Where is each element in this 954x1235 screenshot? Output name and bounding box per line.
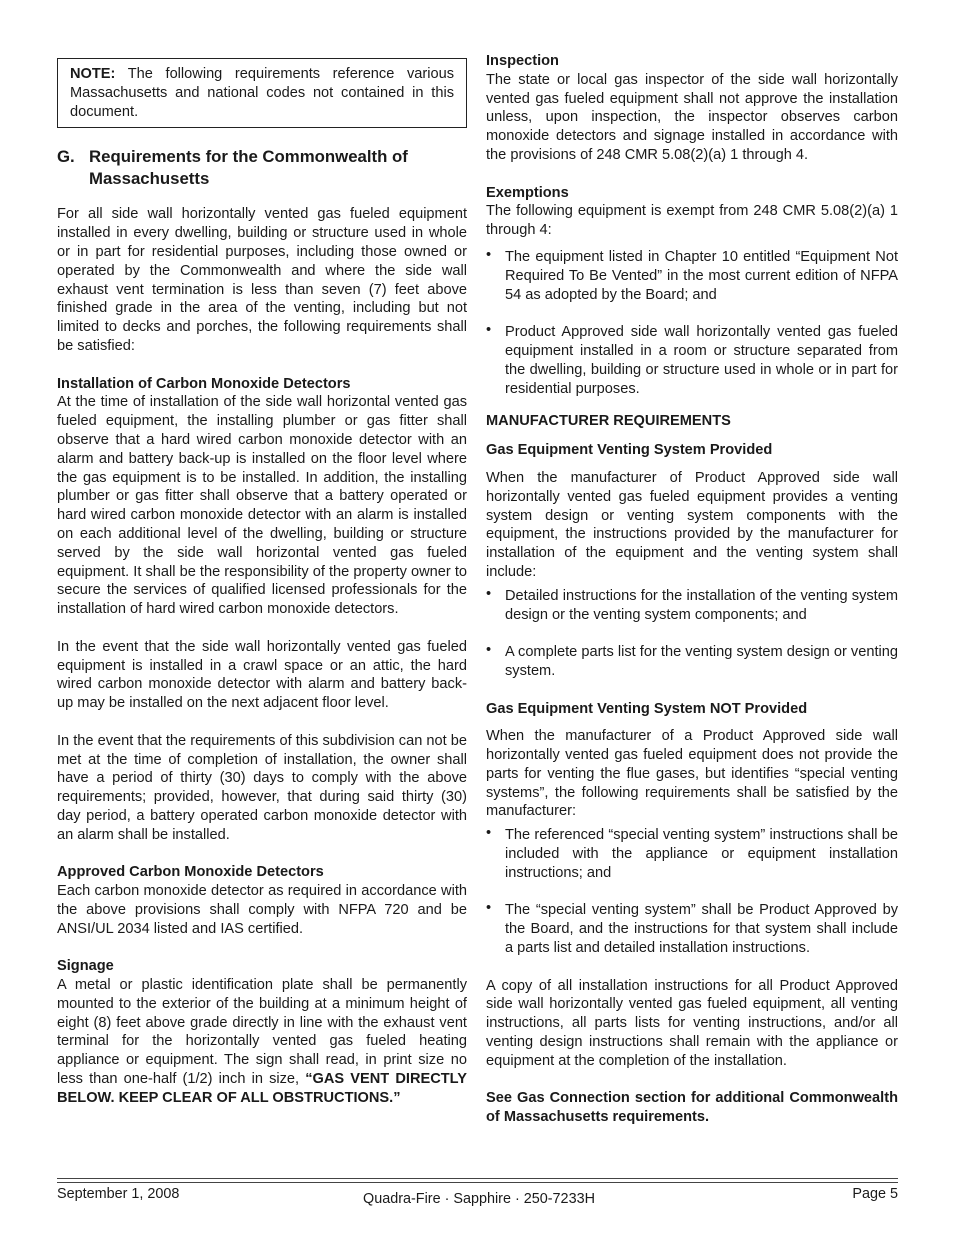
bullet-icon: • [486,246,492,263]
section-title: Requirements for the Commonwealth of Massachusetts [89,147,408,189]
exemptions-paragraph: The following equipment is exempt from 248 CMR 5.08(2)(a) 1 through 4: [486,203,898,239]
list-item: • The “special venting system” shall be Product Approved by the Board, and the instructions for that system shall include a parts list and detailed installation instructions. [486,900,898,957]
bullet-icon: • [486,642,492,659]
bullet-icon: • [486,900,492,917]
list-item: • The equipment listed in Chapter 10 entitled “Equipment Not Required To Be Vented” in the most current edition of NFPA 54 as adopted by the Board; and [486,246,898,303]
right-column [486,52,898,1127]
signage-paragraph [57,976,467,1108]
approved-heading: Approved Carbon Monoxide Detectors [57,864,324,881]
section-heading [57,146,467,190]
exemptions-heading: Exemptions [486,184,569,201]
bullet-icon: • [486,322,492,339]
venting-not-provided-paragraph: When the manufacturer of a Product Approved side wall horizontally vented gas fueled equipment does not provide the parts for venting the flue gases, but identifies “special venting systems”, the following requirements shall be satisfied by the manufacturer: [486,728,898,820]
co-install-paragraph-1: At the time of installation of the side wall horizontal vented gas fueled equipment, the installing plumber or gas fitter shall observe that a hard wired carbon monoxide detector with an alarm and battery back-up is installed on the floor level where the gas equipment is to be installed. In addition, the installing plumber or gas fitter shall observe that a battery operated or hard wired carbon monoxide detector with an alarm is installed on each additional level of the dwelling, building or structure served by the side wall horizontal vented gas fueled equipment. It shall be the responsibility of the property owner to secure the services of qualified licensed professionals for the installation of hard wired carbon monoxide detectors. [57,394,467,618]
venting-provided-heading: Gas Equipment Venting System Provided [486,442,773,459]
copy-paragraph: A copy of all installation instructions for all Product Approved side wall horizontally vented gas fueled equipment, all venting instructions, all parts lists for venting instructions, and/or all venting design instructions shall remain with the appliance or equipment at the completion of the installation. [486,977,898,1069]
section-letter: G. [57,147,75,167]
note-paragraph [70,65,454,121]
signage-heading: Signage [57,958,114,975]
footer-page-number: Page 5 [852,1186,898,1202]
see-gas-connection-note: See Gas Connection section for additional Commonwealth of Massachusetts requirements. [486,1090,898,1126]
exemptions-list [486,248,898,398]
footer-divider [57,1182,898,1183]
signage-sign-text: “GAS VENT DIRECTLY BELOW. KEEP CLEAR OF ALL OBSTRUCTIONS.” [57,1071,467,1106]
co-install-heading: Installation of Carbon Monoxide Detectors [57,375,351,392]
list-item: • Detailed instructions for the installation of the venting system design or the venting system components; and [486,585,898,623]
co-install-paragraph-3: In the event that the requirements of this subdivision can not be met at the time of completion of installation, the owner shall have a period of thirty (30) days to comply with the above requirements; provided, however, that during said thirty (30) day period, a battery operated carbon monoxide detector with an alarm shall be installed. [57,732,467,843]
approved-paragraph: Each carbon monoxide detector as required in accordance with the above provisions shall comply with NFPA 720 and be ANSI/UL 2034 listed and IAS certified. [57,883,467,937]
note-text: The following requirements reference various Massachusetts and national codes not contained in this document. [70,66,454,120]
venting-not-provided-heading: Gas Equipment Venting System NOT Provided [486,700,808,717]
list-item: • A complete parts list for the venting system design or venting system. [486,642,898,679]
venting-not-provided-list [486,826,898,958]
footer-date: September 1, 2008 [57,1186,180,1202]
intro-paragraph: For all side wall horizontally vented gas fueled equipment installed in every dwelling, building or structure used in whole or in part for residential purposes, including those owned or operated by the Commonwealth and where the side wall exhaust vent termination is less than seven (7) feet above finished grade in the area of the venting, including but not limited to decks and porches, the following requirements shall be satisfied: [57,206,467,354]
footer-document-id: Quadra-Fire · Sapphire · 250-7233H [363,1191,595,1207]
co-install-paragraph-2: In the event that the side wall horizontally vented gas fueled equipment is installed in a crawl space or an attic, the hard wired carbon monoxide detector with alarm and battery back-up may be installed on the next adjacent floor level. [57,638,467,712]
note-label: NOTE: [70,66,116,82]
manufacturer-requirements-heading: MANUFACTURER REQUIREMENTS [486,413,731,430]
list-item: • Product Approved side wall horizontally vented gas fueled equipment installed in a room or structure separated from the dwelling, building or structure used in whole or in part for residential purposes. [486,322,898,397]
left-column [57,52,467,1108]
bullet-icon: • [486,585,492,602]
inspection-paragraph: The state or local gas inspector of the side wall horizontally vented gas fueled equipment shall not approve the installation unless, upon inspection, the inspector observes carbon monoxide detectors and signage installed in accordance with the provisions of 248 CMR 5.08(2)(a) 1 through 4. [486,71,898,163]
venting-provided-paragraph: When the manufacturer of Product Approved side wall horizontally vented gas fueled equipment provides a venting system design or venting system components with the equipment, the instructions provided by the manufacturer for installation of the equipment and the venting system shall include: [486,469,898,580]
footer-divider [57,1178,898,1179]
signage-text: A metal or plastic identification plate shall be permanently mounted to the exterior of the building at a minimum height of eight (8) feet above grade directly in line with the exhaust vent terminal for the horizontally vented gas fueled heating appliance or equipment. The sign shall read, in print size no less than one-half (1/2) inch in size, [57,977,467,1088]
inspection-heading: Inspection [486,53,559,69]
venting-provided-list [486,587,898,681]
bullet-icon: • [486,825,492,842]
list-item: • The referenced “special venting system” instructions shall be included with the appliance or equipment installation instructions; and [486,825,898,881]
note-box [57,58,467,128]
